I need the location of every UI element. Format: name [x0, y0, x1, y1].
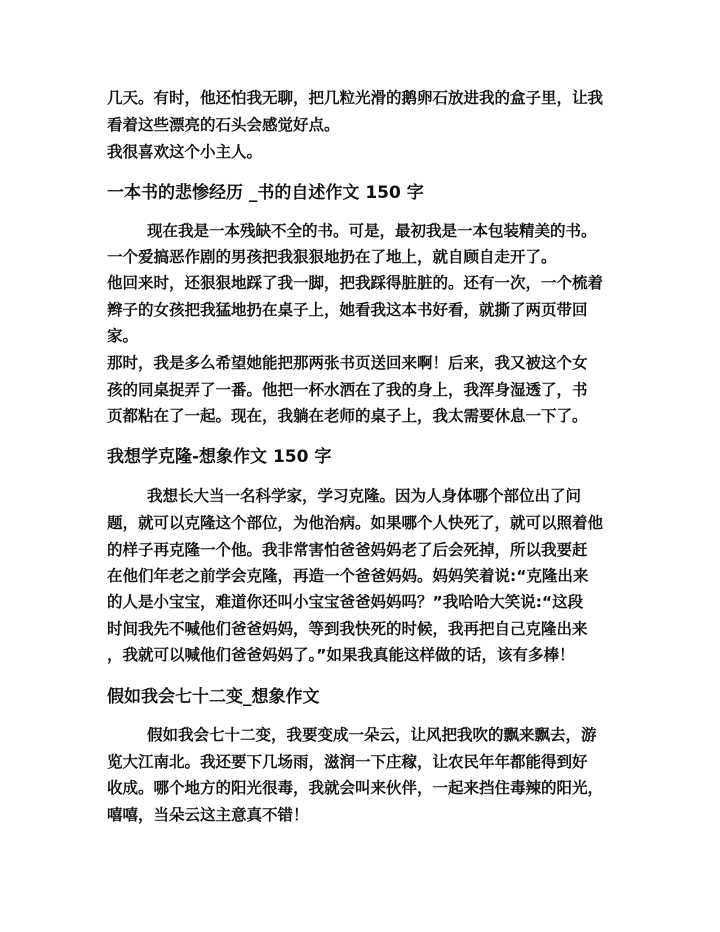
- section-title: 假如我会七十二变_想象作文: [107, 687, 320, 707]
- paragraph-line: 假如我会七十二变，我要变成一朵云，让风把我吹的飘来飘去，游: [147, 726, 597, 744]
- paragraph-line: 时间我先不喊他们爸爸妈妈，等到我快死的时候，我再把自己克隆出来: [107, 620, 588, 638]
- paragraph-line: 孩的同桌捉弄了一番。他把一杯水洒在了我的身上，我浑身湿透了，书: [107, 381, 588, 399]
- section-title: 一本书的悲惨经历 _书的自述作文 150 字: [107, 183, 424, 203]
- paragraph-line: 题，就可以克隆这个部位，为他治病。如果哪个人快死了，就可以照着他: [107, 514, 604, 532]
- paragraph-line: 页都粘在了一起。现在，我躺在老师的桌子上，我太需要休息一下了。: [107, 407, 588, 425]
- paragraph-line: 看着这些漂亮的石头会感觉好点。: [107, 116, 340, 134]
- paragraph-line: 我很喜欢这个小主人。: [107, 143, 263, 161]
- section-title: 我想学克隆-想象作文 150 字: [107, 447, 332, 467]
- paragraph-line: 收成。哪个地方的阳光很毒，我就会叫来伙伴，一起来挡住毒辣的阳光，: [107, 779, 604, 797]
- paragraph-line: 嘻嘻，当朵云这主意真不错！: [107, 806, 309, 824]
- paragraph-line: 在他们年老之前学会克隆，再造一个爸爸妈妈。妈妈笑着说:“克隆出来: [107, 567, 589, 585]
- paragraph-line: 的人是小宝宝，难道你还叫小宝宝爸爸妈妈吗？”我哈哈大笑说:“这段: [107, 593, 584, 611]
- paragraph-line: 那时，我是多么希望她能把那两张书页送回来啊！后来，我又被这个女: [107, 354, 588, 372]
- paragraph-line: 我想长大当一名科学家，学习克隆。因为人身体哪个部位出了问: [147, 487, 582, 505]
- paragraph-line: 家。: [107, 327, 139, 345]
- paragraph-line: 辫子的女孩把我猛地扔在桌子上，她看我这本书好看，就撕了两页带回: [107, 301, 588, 319]
- paragraph-line: 一个爱搞恶作剧的男孩把我狠狠地扔在了地上，就自顾自走开了。: [107, 248, 557, 266]
- paragraph-line: ，我就可以喊他们爸爸妈妈了。”如果我真能这样做的话，该有多棒！: [107, 646, 575, 664]
- paragraph-line: 的样子再克隆一个他。我非常害怕爸爸妈妈老了后会死掉，所以我要赶: [107, 541, 588, 559]
- paragraph-line: 他回来时，还狠狠地踩了我一脚，把我踩得脏脏的。还有一次，一个梳着: [107, 274, 604, 292]
- paragraph-line: 览大江南北。我还要下几场雨，滋润一下庄稼，让农民年年都能得到好: [107, 753, 588, 771]
- paragraph-line: 几天。有时，他还怕我无聊，把几粒光滑的鹅卵石放进我的盒子里，让我: [107, 89, 604, 107]
- paragraph-line: 现在我是一本残缺不全的书。可是，最初我是一本包装精美的书。: [147, 222, 597, 240]
